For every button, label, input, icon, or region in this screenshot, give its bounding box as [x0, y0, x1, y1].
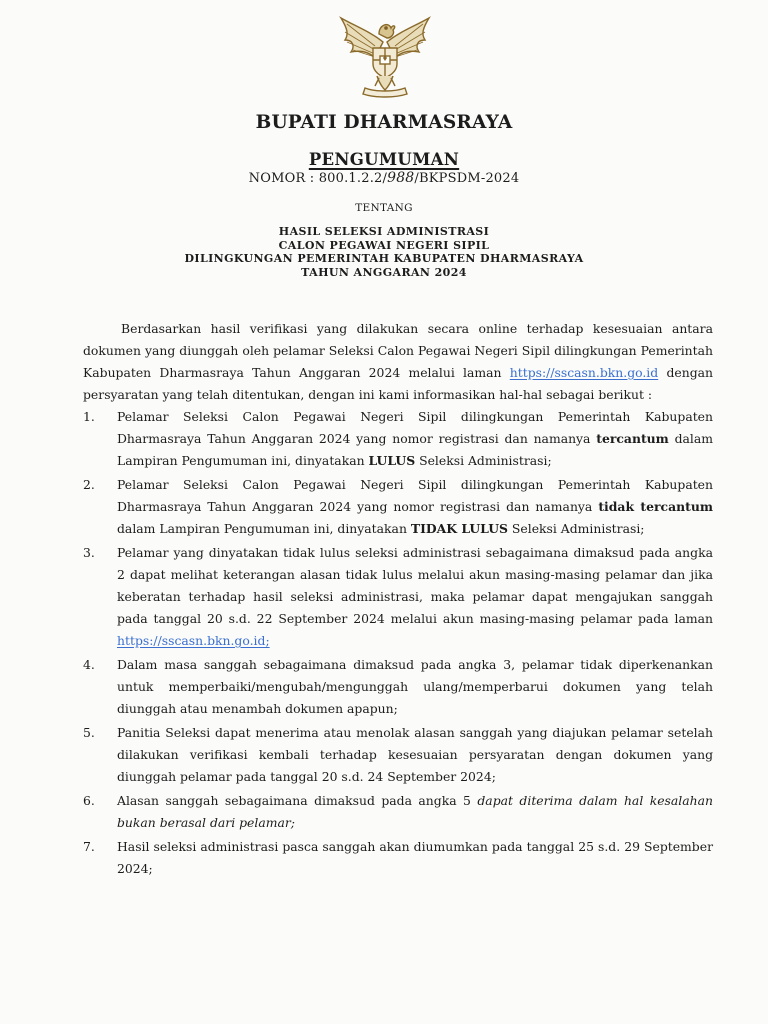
item-bold: LULUS — [368, 453, 416, 468]
item-number: 4. — [83, 657, 95, 672]
subject-line: TAHUN ANGGARAN 2024 — [301, 265, 467, 279]
item-text: Seleksi Administrasi; — [507, 521, 645, 536]
list-item — [83, 790, 713, 834]
item-number: 3. — [83, 545, 95, 560]
subject-line: DILINGKUNGAN PEMERINTAH KABUPATEN DHARMASRAYA — [184, 252, 584, 265]
nomor-suffix: /BKPSDM-2024 — [414, 171, 520, 186]
subject-block — [0, 225, 768, 279]
list-item — [83, 406, 713, 472]
document-body — [83, 318, 713, 882]
list-item — [83, 654, 713, 720]
item-italic: dapat diterima dalam hal kesalahan bukan berasal dari pelamar; — [117, 793, 714, 830]
list-item — [83, 474, 713, 540]
list-item — [83, 836, 713, 880]
nomor-handwritten: 988 — [387, 170, 415, 186]
item-bold: tercantum — [596, 431, 669, 446]
item-text: Pelamar Seleksi Calon Pegawai Negeri Sipil dilingkungan Pemerintah Kabupaten Dharmasraya Tahun Anggaran 2024 yang nomor registrasi dan namanya — [117, 409, 713, 446]
item-text: Pelamar yang dinyatakan tidak lulus seleksi administrasi sebagaimana dimaksud pada angka 2 dapat melihat keterangan alasan tidak lulus melalui akun masing-masing pelamar dan jika keberatan terhadap hasil seleksi administrasi, maka pelamar dapat mengajukan sanggah pada tanggal 20 s.d. 22 September 2024 melalui akun masing-masing pelamar pada laman — [117, 545, 713, 626]
numbered-list — [83, 406, 713, 880]
item-text: Alasan sanggah sebagaimana dimaksud pada angka 5 — [117, 793, 478, 808]
nomor-prefix: NOMOR : 800.1.2.2/ — [248, 171, 388, 186]
item-text: Dalam masa sanggah sebagaimana dimaksud pada angka 3, pelamar tidak diperkenankan untuk memperbaiki/mengubah/mengunggah ulang/memperbarui dokumen yang telah diunggah atau menambah dokumen apapun; — [117, 657, 713, 716]
announcement-label: PENGUMUMAN — [308, 150, 460, 169]
item-bold: TIDAK LULUS — [410, 521, 508, 536]
issuer-title: BUPATI DHARMASRAYA — [255, 112, 513, 133]
intro-paragraph — [83, 318, 713, 406]
item-text: Hasil seleksi administrasi pasca sanggah akan diumumkan pada tanggal 25 s.d. 29 September 2024; — [117, 839, 713, 876]
list-item — [83, 722, 713, 788]
item-number: 7. — [83, 839, 95, 854]
item-text: Pelamar Seleksi Calon Pegawai Negeri Sipil dilingkungan Pemerintah Kabupaten Dharmasraya Tahun Anggaran 2024 yang nomor registrasi dan namanya — [117, 477, 713, 514]
tentang-label: TENTANG — [355, 202, 413, 214]
item-number: 5. — [83, 725, 95, 740]
list-item — [83, 542, 713, 652]
intro-text: Berdasarkan hasil verifikasi yang dilakukan secara online terhadap kesesuaian antara dokumen yang diunggah oleh pelamar Seleksi Calon Pegawai Negeri Sipil dilingkungan Pemerintah Kabupaten Dharmasraya Tahun Anggaran 2024 melalui laman — [83, 321, 713, 380]
sscasn-link[interactable]: https://sscasn.bkn.go.id; — [117, 633, 270, 648]
item-bold: tidak tercantum — [598, 499, 713, 514]
item-text: dalam Lampiran Pengumuman ini, dinyatakan — [117, 521, 411, 536]
sscasn-link[interactable]: https://sscasn.bkn.go.id — [509, 365, 659, 380]
intro-text: dengan persyaratan yang telah ditentukan, dengan ini kami informasikan hal-hal sebagai berikut : — [83, 365, 714, 402]
subject-line: HASIL SELEKSI ADMINISTRASI — [278, 225, 490, 238]
item-number: 2. — [83, 477, 95, 492]
document-number — [0, 170, 768, 186]
item-number: 6. — [83, 793, 95, 808]
announcement-title — [0, 150, 768, 169]
subject-line: CALON PEGAWAI NEGERI SIPIL — [278, 238, 490, 252]
item-number: 1. — [83, 409, 95, 424]
item-text: dalam Lampiran Pengumuman ini, dinyatakan — [117, 431, 713, 468]
garuda-emblem-icon — [335, 12, 435, 100]
item-text: Panitia Seleksi dapat menerima atau menolak alasan sanggah yang diajukan pelamar setelah dilakukan verifikasi kembali terhadap kesesuaian persyaratan dengan dokumen yang diunggah pelamar pada tanggal 20 s.d. 24 September 2024; — [117, 725, 713, 784]
item-text: Seleksi Administrasi; — [415, 453, 552, 468]
